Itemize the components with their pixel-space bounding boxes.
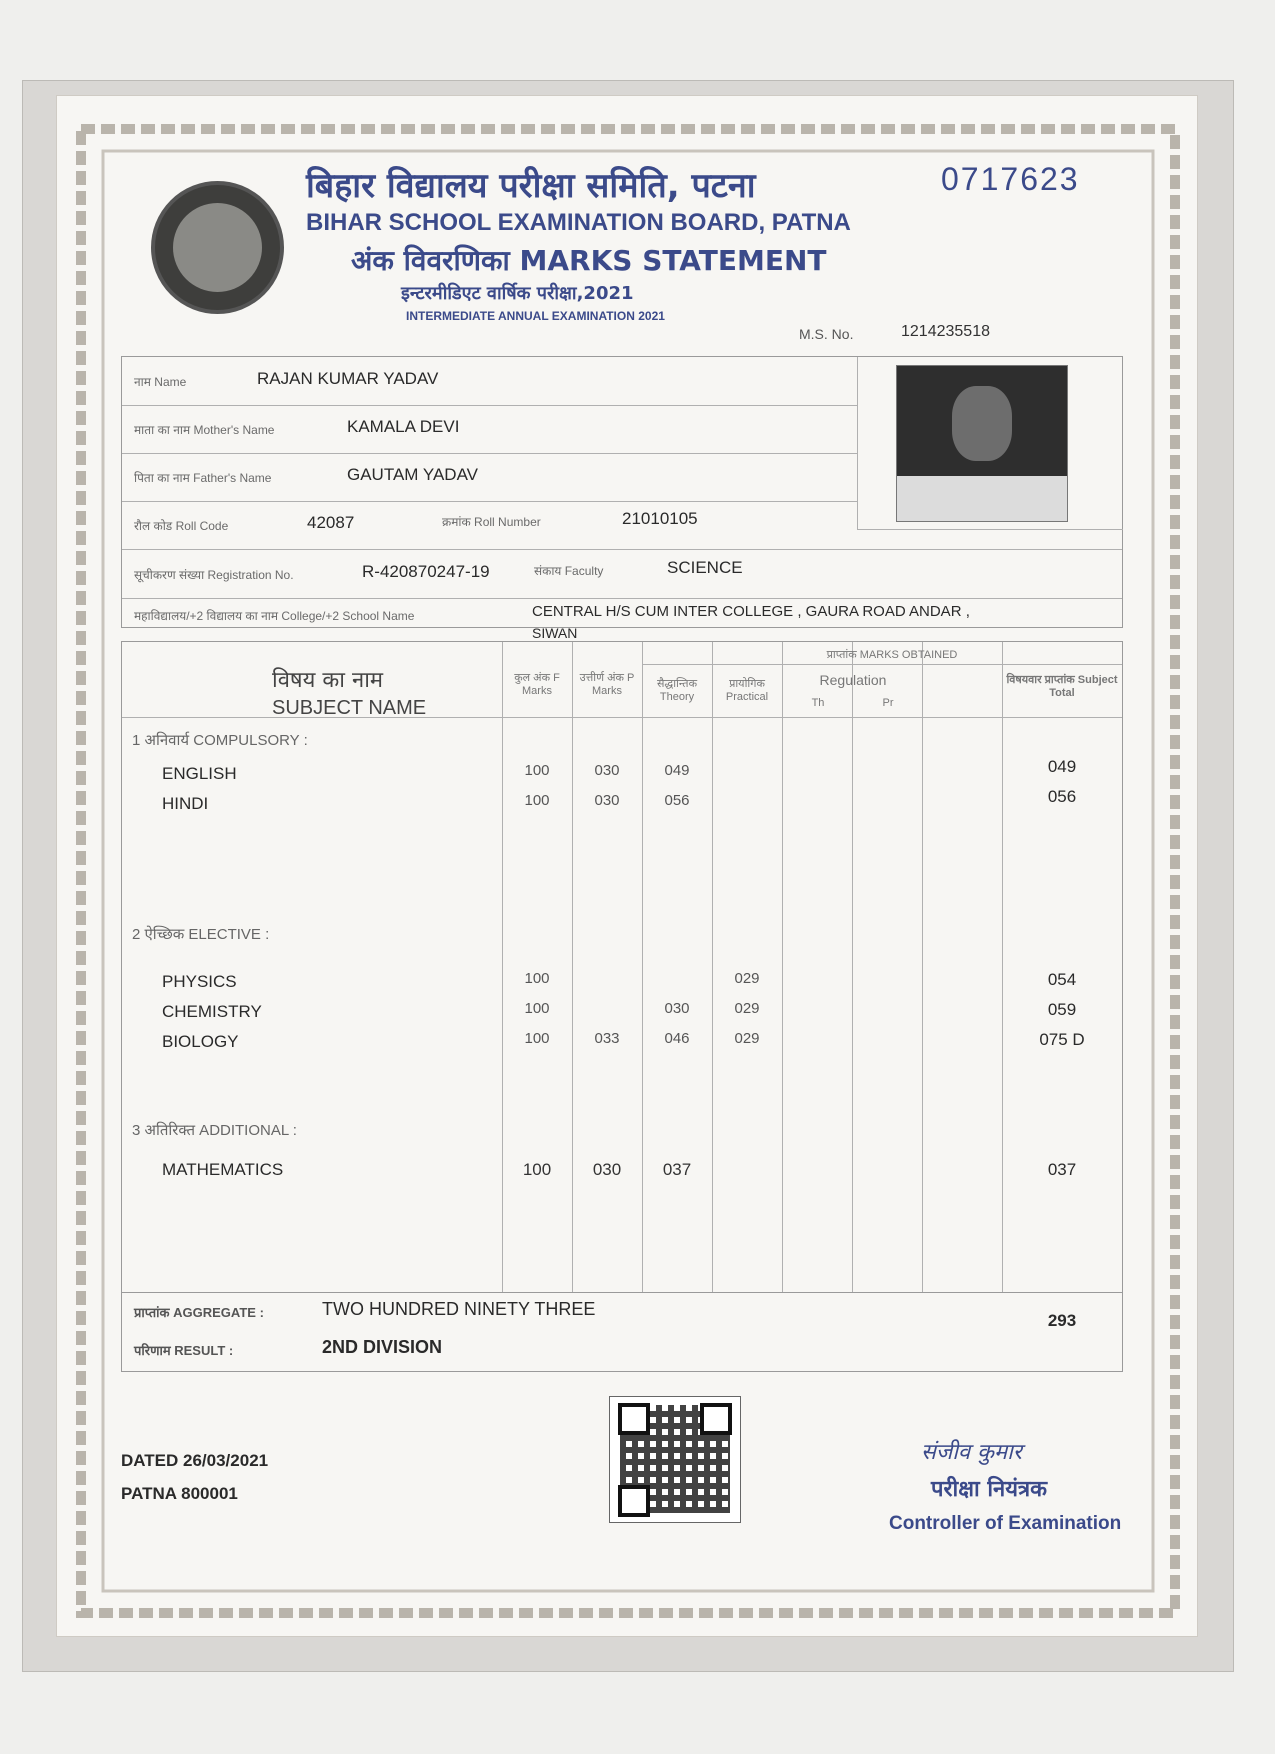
serial-number: 0717623 xyxy=(941,161,1080,197)
fm-english: 100 xyxy=(524,762,550,779)
result-value: 2ND DIVISION xyxy=(322,1337,443,1357)
fm-chemistry: 100 xyxy=(524,1000,550,1017)
pm-english: 030 xyxy=(594,762,620,779)
board-seal-logo xyxy=(151,181,284,314)
ms-no-value: 1214235518 xyxy=(901,323,990,340)
ms-no-label: M.S. No. xyxy=(799,326,854,342)
student-name: RAJAN KUMAR YADAV xyxy=(257,369,439,388)
aggregate-box xyxy=(121,1291,1123,1372)
total-chemistry: 059 xyxy=(1047,1000,1077,1019)
subject-header-english: SUBJECT NAME xyxy=(272,697,427,719)
total-biology: 075 D xyxy=(1039,1030,1085,1049)
controller-title-english: Controller of Examination xyxy=(889,1513,1122,1534)
name-row xyxy=(122,357,857,406)
mother-row xyxy=(122,405,857,454)
roll-number-label: क्रमांक Roll Number xyxy=(442,515,541,529)
total-english: 049 xyxy=(1047,757,1077,776)
pm-mathematics: 030 xyxy=(592,1160,622,1179)
marksheet-content xyxy=(121,151,1131,1601)
student-photo xyxy=(896,365,1068,522)
th-english: 049 xyxy=(664,762,690,779)
controller-signature: संजीव कुमार xyxy=(921,1440,1022,1465)
issue-date: DATED 26/03/2021 xyxy=(121,1451,269,1470)
name-label: नाम Name xyxy=(134,375,187,389)
th-hindi: 056 xyxy=(664,792,690,809)
faculty: SCIENCE xyxy=(667,558,743,577)
issue-place: PATNA 800001 xyxy=(121,1484,238,1503)
marks-obtained-header: प्राप्तांक MARKS OBTAINED xyxy=(826,649,958,661)
registration-row xyxy=(122,549,1122,599)
father-label: पिता का नाम Father's Name xyxy=(134,471,272,485)
pm-biology: 033 xyxy=(594,1030,620,1047)
registration-label: सूचीकरण संख्या Registration No. xyxy=(134,568,294,582)
practical-header: प्रायोगिक Practical xyxy=(725,678,769,703)
board-name-hindi: बिहार विद्यालय परीक्षा समिति, पटना xyxy=(306,166,756,206)
exam-title-hindi: इन्टरमीडिएट वार्षिक परीक्षा,2021 xyxy=(401,283,634,304)
college-name-line2: SIWAN xyxy=(532,625,578,641)
total-physics: 054 xyxy=(1047,970,1077,989)
th-biology: 046 xyxy=(664,1030,690,1047)
subject-total-header: विषयवार प्राप्तांक Subject Total xyxy=(1006,674,1118,699)
regulation-th-header: Th xyxy=(811,697,825,709)
result-label: परिणाम RESULT : xyxy=(134,1343,234,1358)
exam-title-english: INTERMEDIATE ANNUAL EXAMINATION 2021 xyxy=(406,309,665,323)
marks-table xyxy=(121,641,1123,1293)
photo-cell xyxy=(857,357,1123,530)
college-row xyxy=(122,597,1122,641)
regulation-pr-header: Pr xyxy=(882,697,894,709)
pr-physics: 029 xyxy=(734,970,760,987)
roll-row xyxy=(122,501,857,550)
board-name-english: BIHAR SCHOOL EXAMINATION BOARD, PATNA xyxy=(306,209,851,236)
total-hindi: 056 xyxy=(1047,787,1077,806)
subject-header-hindi: विषय का नाम xyxy=(272,668,384,693)
th-chemistry: 030 xyxy=(664,1000,690,1017)
mother-name: KAMALA DEVI xyxy=(347,417,460,436)
marksheet xyxy=(56,95,1198,1637)
subject-physics: PHYSICS xyxy=(162,972,237,991)
pr-chemistry: 029 xyxy=(734,1000,760,1017)
fm-physics: 100 xyxy=(524,970,550,987)
pr-biology: 029 xyxy=(734,1030,760,1047)
section-compulsory: 1 अनिवार्य COMPULSORY : xyxy=(132,732,308,749)
college-name: CENTRAL H/S CUM INTER COLLEGE , GAURA ROAD ANDAR , xyxy=(532,603,970,620)
marks-statement-title: अंक विवरणिका MARKS STATEMENT xyxy=(351,244,827,277)
th-mathematics: 037 xyxy=(662,1160,692,1179)
roll-code: 42087 xyxy=(307,513,355,532)
roll-number: 21010105 xyxy=(622,509,698,528)
father-row xyxy=(122,453,857,502)
section-elective: 2 ऐच्छिक ELECTIVE : xyxy=(132,926,270,943)
pass-marks-header: उत्तीर्ण अंक P Marks xyxy=(579,672,635,697)
faculty-label: संकाय Faculty xyxy=(534,564,604,578)
aggregate-words: TWO HUNDRED NINETY THREE xyxy=(322,1299,596,1319)
fm-hindi: 100 xyxy=(524,792,550,809)
student-info-box xyxy=(121,356,1123,641)
pm-hindi: 030 xyxy=(594,792,620,809)
roll-code-label: रौल कोड Roll Code xyxy=(134,519,229,533)
theory-header: सैद्धान्तिक Theory xyxy=(656,678,698,703)
registration-number: R-420870247-19 xyxy=(362,562,490,581)
subject-biology: BIOLOGY xyxy=(162,1032,239,1051)
subject-mathematics: MATHEMATICS xyxy=(162,1160,284,1179)
subject-hindi: HINDI xyxy=(162,794,209,813)
subject-chemistry: CHEMISTRY xyxy=(162,1002,262,1021)
fm-biology: 100 xyxy=(524,1030,550,1047)
qr-code xyxy=(609,1396,741,1523)
college-label: महाविद्यालय/+2 विद्यालय का नाम College/+2 School Name xyxy=(134,609,415,623)
aggregate-label: प्राप्तांक AGGREGATE : xyxy=(134,1305,264,1320)
controller-title-hindi: परीक्षा नियंत्रक xyxy=(931,1477,1048,1502)
mother-label: माता का नाम Mother's Name xyxy=(134,423,275,437)
father-name: GAUTAM YADAV xyxy=(347,465,478,484)
section-additional: 3 अतिरिक्त ADDITIONAL : xyxy=(132,1122,297,1139)
full-marks-header: कुल अंक F Marks xyxy=(514,672,560,697)
subject-english: ENGLISH xyxy=(162,764,237,783)
regulation-header: Regulation xyxy=(819,672,887,688)
fm-mathematics: 100 xyxy=(522,1160,552,1179)
aggregate-total: 293 xyxy=(1047,1311,1077,1330)
total-mathematics: 037 xyxy=(1047,1160,1077,1179)
